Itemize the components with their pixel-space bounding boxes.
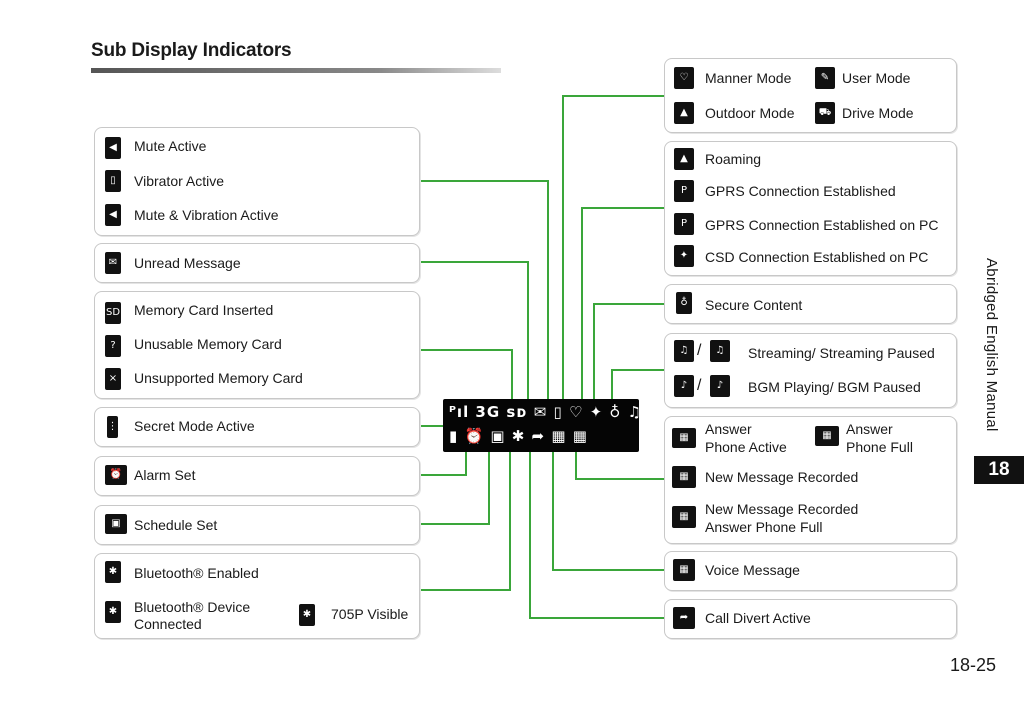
csd-pc-icon: ✦	[674, 245, 694, 267]
nmr-full-label-2: Answer Phone Full	[705, 519, 823, 535]
bluetooth-connected-icon: ✱	[105, 601, 121, 623]
new-message-recorded-label: New Message Recorded	[705, 469, 859, 485]
display-line-2: ▮ ⏰ ▣ ✱ ➦ ▦ ▦	[449, 427, 588, 445]
slash-2: /	[697, 377, 702, 394]
unsupported-card-icon: ×	[105, 368, 121, 390]
unread-message-label: Unread Message	[134, 255, 241, 271]
outdoor-mode-icon: ▲	[674, 102, 694, 124]
unusable-memory-card-label: Unusable Memory Card	[134, 336, 282, 352]
visible-label: 705P Visible	[331, 606, 409, 622]
streaming-icon: ♫	[674, 340, 694, 362]
bgm-playing-icon: ♪	[674, 375, 694, 397]
bgm-label: BGM Playing/ BGM Paused	[748, 379, 921, 395]
display-line-1: ᴾıl 3G sᴅ ✉ ▯ ♡ ✦ ♁ ♫ ▤	[449, 403, 664, 421]
slash-1: /	[697, 342, 702, 359]
unusable-card-icon: ?	[105, 335, 121, 357]
answer-full-label-2: Phone Full	[846, 439, 913, 455]
nmr-full-icon: ▦	[672, 506, 696, 528]
bluetooth-connected-label-1: Bluetooth® Device	[134, 599, 251, 615]
streaming-paused-icon: ♫	[710, 340, 730, 362]
mute-vibration-icon: ◀	[105, 204, 121, 226]
connector-secure	[594, 304, 664, 405]
connector-answer	[576, 452, 664, 479]
roaming-label: Roaming	[705, 151, 762, 167]
vibrator-active-label: Vibrator Active	[134, 173, 225, 189]
sub-display-panel	[443, 399, 664, 452]
nmr-full-label-1: New Message Recorded	[705, 501, 859, 517]
voice-message-label: Voice Message	[705, 562, 800, 578]
bluetooth-enabled-label: Bluetooth® Enabled	[134, 565, 259, 581]
bluetooth-icon: ✱	[105, 561, 121, 583]
voice-message-icon: ▦	[673, 559, 695, 581]
manner-mode-icon: ♡	[674, 67, 694, 89]
alarm-set-label: Alarm Set	[134, 467, 196, 483]
secure-content-icon: ♁	[676, 292, 692, 314]
schedule-icon: ▣	[105, 514, 127, 534]
bluetooth-visible-icon: ✱	[299, 604, 315, 626]
connector-mode	[563, 96, 664, 405]
roaming-icon: ▲	[674, 148, 694, 170]
connector-schedule	[418, 452, 489, 524]
secure-content-label: Secure Content	[705, 297, 803, 313]
unsupported-memory-card-label: Unsupported Memory Card	[134, 370, 303, 386]
mute-icon: ◀	[105, 137, 121, 159]
side-section-label: Abridged English Manual	[983, 258, 1000, 432]
answer-active-icon: ▦	[672, 428, 696, 448]
connector-memory	[418, 350, 512, 405]
answer-full-label-1: Answer	[846, 421, 893, 437]
gprs-pc-label: GPRS Connection Established on PC	[705, 217, 939, 233]
csd-pc-label: CSD Connection Established on PC	[705, 249, 929, 265]
chapter-tab: 18	[974, 456, 1024, 484]
drive-mode-icon: ⛟	[815, 102, 835, 124]
new-message-recorded-icon: ▦	[672, 466, 696, 488]
drive-mode-label: Drive Mode	[842, 105, 914, 121]
connector-bluetooth	[418, 452, 510, 590]
answer-active-label-1: Answer	[705, 421, 752, 437]
gprs-pc-icon: P	[674, 213, 694, 235]
gprs-icon: P	[674, 180, 694, 202]
call-divert-icon: ➦	[673, 607, 695, 629]
alarm-icon: ⏰	[105, 465, 127, 485]
vibrator-icon: ▯	[105, 170, 121, 192]
bluetooth-connected-label-2: Connected	[134, 616, 202, 632]
connector-divert	[530, 452, 664, 618]
answer-full-icon: ▦	[815, 426, 839, 446]
page-number: 18-25	[950, 655, 997, 675]
user-mode-label: User Mode	[842, 70, 911, 86]
outdoor-mode-label: Outdoor Mode	[705, 105, 795, 121]
connector-alarm	[418, 452, 466, 475]
mute-active-label: Mute Active	[134, 138, 207, 154]
schedule-set-label: Schedule Set	[134, 517, 218, 533]
connector-voice	[553, 452, 664, 570]
gprs-established-label: GPRS Connection Established	[705, 183, 896, 199]
answer-active-label-2: Phone Active	[705, 439, 787, 455]
mute-vibration-label: Mute & Vibration Active	[134, 207, 279, 223]
secret-mode-label: Secret Mode Active	[134, 418, 255, 434]
secret-mode-icon: ⋮	[107, 416, 118, 438]
memory-card-icon: SD	[105, 302, 121, 324]
manner-mode-label: Manner Mode	[705, 70, 792, 86]
unread-message-icon: ✉	[105, 252, 121, 274]
memory-card-inserted-label: Memory Card Inserted	[134, 302, 274, 318]
call-divert-label: Call Divert Active	[705, 610, 811, 626]
user-mode-icon: ✎	[815, 67, 835, 89]
page-title: Sub Display Indicators	[91, 40, 292, 61]
bgm-paused-icon: ♪	[710, 375, 730, 397]
streaming-label: Streaming/ Streaming Paused	[748, 345, 935, 361]
